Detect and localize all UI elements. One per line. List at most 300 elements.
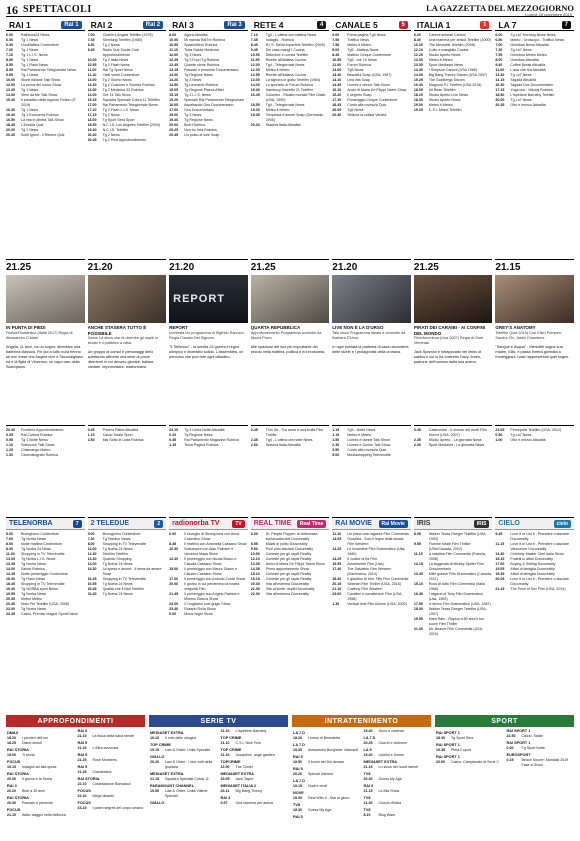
listing-title: Tg 2 Italia News — [102, 58, 129, 62]
listing-time: 13.35 — [413, 572, 423, 576]
channel-header — [6, 19, 85, 31]
listing-item — [364, 741, 431, 746]
listing-title: Sottosopra con Alan Palmieri e Veronica Maya Show — [184, 547, 234, 556]
listing-time: 18.30 — [413, 98, 423, 102]
listing-time: 14.50 — [169, 83, 179, 87]
listing-time: 15.25 — [87, 98, 97, 102]
listing-time: 10.55 — [87, 63, 97, 67]
listing-item — [221, 753, 288, 758]
feature-photo — [495, 275, 574, 323]
listing-item — [364, 789, 431, 794]
listing-item — [436, 748, 503, 753]
listing-title: Un piano una ragazza Film Commedia — [347, 532, 409, 536]
feature-time: 21.20 — [332, 262, 358, 273]
listing-title: I pionieri dell'oro — [22, 736, 49, 740]
channel-listing — [251, 31, 330, 128]
listing-title: Prima pagina Tg5 News — [347, 33, 386, 37]
listing-title: Tg La7 News — [510, 48, 532, 52]
listing-item — [364, 729, 431, 734]
listing-item — [436, 736, 503, 741]
listing-item — [332, 592, 411, 602]
listing-time: 1.15 — [87, 433, 95, 437]
listing-time: 6.00 — [6, 33, 13, 37]
listing-item — [414, 542, 493, 552]
feature-photo — [414, 275, 493, 323]
listing-title: Lo show dei nuovi talenti — [378, 765, 418, 769]
listing-title: Charlie's Angels Telefilm (1976) — [102, 33, 153, 37]
channel-header — [414, 517, 493, 530]
listing-title: Spaziolibero Rubrica — [184, 43, 218, 47]
listing-time: 15.10 — [250, 572, 260, 576]
listing-title: UnoMattina Contenitore — [21, 43, 59, 47]
listing-item — [221, 741, 288, 746]
listing-item — [414, 627, 493, 637]
listing-time: 13.30 — [87, 83, 97, 87]
feature-subtitle: Fiction/Romantico (Italia 2017) Regia di Alessandro D'Alatri — [6, 330, 73, 340]
feature-description: Angela, 11 anni, ha un sogno: diventare una ballerina classica. Fin qui a tutto nulla rienno se non fosse che Angela vive a Secondigliano ed è la figlia di Vincenzo, un capo clan della Scampiano. — [6, 344, 84, 369]
listing-item — [6, 453, 85, 458]
listing-title: Blog Wars — [378, 813, 395, 817]
channel-name: 2 TELEDUE — [90, 520, 130, 527]
listing-item — [7, 741, 74, 746]
listing-time: 21.30 — [363, 801, 373, 805]
listing-title: Sport Mediaset News — [428, 63, 463, 67]
listing-time: 22.10 — [77, 794, 87, 798]
listing-title: Otto e mezzo Attualità — [510, 103, 546, 107]
listing-title: Conto alla rovescia Quiz — [347, 448, 387, 452]
listing-title: Affari di famiglia Docureality — [510, 567, 555, 571]
listing-title: Tg4 - L'ultima ora mattina News — [265, 33, 317, 37]
feature-subtitle: Inchiesta Un programma di Sigfrido Ranucci. Regia Claudio Del Signore. — [169, 330, 245, 340]
feature-description: Un gruppo di comici e personaggi dello spettacolo affronta una serie di prove divertenti in cui devono giocare, ballare, cantare, improvvisare, trasformarsi. — [87, 350, 155, 369]
listing-time: 3.50 — [332, 448, 340, 452]
listing-time: 13.35 — [6, 562, 15, 566]
section-channel-label: RAI SPORT 1 — [436, 731, 460, 735]
listing-time: 7.00 — [87, 33, 95, 37]
listing-item — [169, 582, 248, 592]
section-channel-label: RAI 5 — [293, 755, 303, 759]
feature-time: 21.20 — [87, 262, 113, 273]
channel-name: ITALIA 1 — [416, 19, 451, 30]
channel-listing — [414, 530, 493, 637]
listing-time: 20.00 — [332, 108, 342, 112]
listing-title: Tg5 - ore 10 News — [347, 58, 377, 62]
listing-title: Vita all'estrema Docureality — [265, 592, 310, 596]
listing-title: Ci vogliamo così grigio Show — [184, 602, 231, 606]
listing-time: 7.45 — [87, 38, 95, 42]
listing-title: Tg 1 News — [21, 128, 39, 132]
listing-time: 14.20 — [169, 78, 179, 82]
listing-time: 7.00 — [6, 537, 13, 541]
listing-title: Fumme totale Film Thriller (USA/Canada, 2002) — [428, 542, 471, 551]
listing-time: 13.30 — [87, 557, 97, 561]
listing-item — [7, 753, 74, 758]
feature-photo — [251, 275, 330, 323]
prime-time-features — [6, 256, 574, 423]
listing-item — [495, 532, 574, 542]
listing-item — [78, 770, 145, 775]
page-number: 16 — [6, 3, 18, 17]
listing-time: 19.55 — [150, 789, 159, 793]
listing-title: Ti storia — [22, 753, 35, 757]
listing-title: Squadra Speciale Cobra 11 — [165, 777, 209, 781]
listing-title: Uomini e Donne Talk Show — [347, 443, 391, 447]
listing-title: Rai Parlamento Telegiornale News — [21, 68, 77, 72]
listing-title: The Closer — [235, 765, 254, 769]
listing-time: 14.10 — [332, 78, 342, 82]
listing-title: I fatti vostri Contenitore — [102, 73, 140, 77]
listing-title: Il boom del Dio denaro — [308, 760, 345, 764]
listing-title: I Simpson Cartoni (USA 1989) — [428, 68, 477, 72]
listing-title: Blob a 30 anni — [22, 789, 45, 793]
listing-time: 5.00 — [332, 453, 340, 457]
listing-time: 19.00 — [7, 753, 16, 757]
listing-time: 11.10 — [169, 48, 178, 52]
listing-item — [332, 453, 411, 458]
section-channel-label: RAI SPORT 1 — [506, 729, 531, 733]
listing-time: 22.30 — [87, 592, 97, 596]
listing-title: L'Altra avvocata — [92, 746, 118, 750]
listing-time: 23.30 — [6, 428, 15, 432]
listing-title: Chiamango Meteo — [21, 448, 51, 452]
listing-time: 16.40 — [6, 113, 15, 117]
channel-column — [6, 517, 85, 712]
late-column — [414, 425, 493, 515]
listing-item — [7, 789, 74, 794]
section-channel-label: TOP CRIME — [150, 743, 171, 747]
listing-title: Tg 3 News — [184, 53, 202, 57]
listing-title: Clandestino — [92, 770, 112, 774]
section-channel-label: RAI 5 — [363, 784, 374, 788]
feature-subtitle: Talk show Programma ideato e condotto da Barbara D'Urso. — [332, 330, 406, 340]
listing-title: N.C.I.S. Telefilm — [102, 128, 129, 132]
listing-time: 13.00 — [87, 78, 97, 82]
listing-time: 7.00 — [6, 48, 13, 52]
listing-title: Tg Regione News — [184, 73, 213, 77]
listing-title: Mai Sotto le Lista Rubrica — [102, 438, 144, 442]
listing-time: 21.10 — [220, 729, 230, 733]
listing-title: Vita all'estrema Docureality — [265, 582, 310, 586]
listing-time: 8.05 — [413, 532, 421, 536]
listing-title: Geo Documentario — [184, 108, 215, 112]
listing-time: 23.05 — [220, 777, 230, 781]
listing-title: Pomeriggio Cinque Contenitore — [347, 98, 398, 102]
listing-title: Telefilm Telefilm — [102, 552, 128, 556]
late-column — [6, 425, 85, 515]
listing-title: Walker Texas Ranger Telefilm (USA, 1997) — [428, 607, 487, 616]
listing-item — [7, 801, 74, 806]
listing-title: Tg4 - Telegiornale News — [265, 63, 305, 67]
listing-title: Law & Order: Unità Vittime Speciali — [165, 789, 208, 798]
feature-title: IN PUNTA DI PIEDI — [6, 325, 46, 330]
listing-title: Tg5 News — [347, 68, 364, 72]
listing-time: 13.00 — [332, 68, 342, 72]
listing-title: Big Bang Theory — [235, 789, 263, 793]
feature-card — [414, 256, 493, 423]
listing-item — [414, 562, 493, 572]
listing-item — [221, 777, 288, 782]
listing-time: 20.15 — [332, 582, 342, 586]
listing-time: 10.55 — [169, 43, 179, 47]
channel-logo-icon: Rai 2 — [143, 21, 163, 29]
listing-time: 20.00 — [169, 582, 179, 586]
listing-time: 19.50 — [293, 760, 302, 764]
listing-time: 13.35 — [250, 562, 260, 566]
listing-time: 23.45 — [6, 612, 15, 616]
channel-header — [251, 517, 330, 530]
listing-title: Diario dovuti — [22, 741, 42, 745]
late-listing — [251, 426, 330, 448]
listing-title: Tg Norba L.I.S. News — [21, 557, 56, 561]
listing-title: Tg 3 News — [184, 113, 202, 117]
themed-section — [292, 715, 431, 840]
listing-time: 16.05 — [169, 103, 179, 107]
listing-time: 9.55 — [6, 73, 13, 77]
channel-listing — [414, 31, 493, 113]
listing-time: 7.55 — [495, 53, 503, 57]
section-header: SPORT — [435, 715, 574, 727]
listing-title: Shrinking Telefilm (1980) — [102, 38, 143, 42]
listing-title: Forum Rubrica — [347, 63, 372, 67]
listing-time: 0.55 — [6, 438, 13, 442]
listing-time: 1.00 — [495, 438, 503, 442]
listing-title: Beautiful Soap (USA, 1987) — [347, 73, 392, 77]
listing-title: N.C.I.S. Los Angeles Telefilm (2009) — [102, 123, 161, 127]
feature-subtitle: Game La show che fa divertire gli ospiti in studio e il pubblico a casa. — [87, 336, 158, 345]
listing-item — [251, 123, 330, 128]
listing-time: 15.25 — [413, 78, 423, 82]
listing-title: L'Eredità Quiz — [21, 123, 44, 127]
listing-time: 16.30 — [495, 83, 505, 87]
channel-logo-icon: 1 — [480, 21, 489, 29]
listing-title: Costellazione Bortolacci — [92, 782, 131, 786]
listing-time: 20.35 — [6, 602, 15, 606]
section-listing — [435, 727, 574, 770]
listing-title: Conto alla rovescia Quiz — [347, 103, 387, 107]
listing-time: 20.25 — [169, 128, 179, 132]
listing-title: Tg La7 News — [510, 433, 532, 437]
listing-title: Ore 14 Talk Show — [102, 93, 131, 97]
listing-time: 20.45 — [87, 587, 97, 591]
listing-time: 19.40 — [363, 729, 373, 733]
listing-item — [332, 547, 411, 557]
issue-date: Lunedì 25 novembre 2019 — [525, 12, 572, 17]
listing-time: 8.30 — [6, 547, 13, 551]
listing-time: 7.00 — [495, 43, 503, 47]
listing-title: Il pomeriggio con Angelo Patrizia e Mimmo Deluca Show — [184, 592, 240, 601]
listing-item — [150, 760, 217, 770]
listing-title: Quando Shopping — [102, 557, 132, 561]
listing-time: 9.40 — [495, 63, 503, 67]
listing-title: Tg Norba 24 News — [102, 582, 133, 586]
feature-title: ANCHE STASERA TUTTO È POSSIBILE — [87, 325, 147, 336]
feature-photo — [169, 275, 248, 323]
listing-item — [293, 808, 360, 813]
listing-time: 12.00 — [250, 63, 260, 67]
listing-title: C.S.I. Miami Telefilm — [428, 108, 462, 112]
listing-title: Tg5 News — [347, 108, 364, 112]
listing-time: 15.05 — [169, 88, 179, 92]
listing-time: 7.30 — [87, 537, 95, 541]
listing-title: Shopping in TV Televendite — [21, 582, 65, 586]
listing-item — [6, 98, 85, 108]
listing-title: Shopping in TV Televendite — [102, 542, 147, 546]
channel-name: IRIS — [416, 520, 431, 527]
section-channel-label: RAI 5 — [77, 741, 88, 745]
channel-name: LA 7 — [498, 19, 517, 30]
listing-title: Tagadà Doc Documentario — [510, 83, 553, 87]
listing-title: Omnibus Meteo Meteo — [510, 53, 547, 57]
channel-column — [169, 19, 248, 254]
listing-title: L'ispettore Barnaby Telefilm — [510, 93, 555, 97]
listing-title: Music Night Show — [184, 612, 213, 616]
listing-time: 12.55 — [250, 73, 260, 77]
listing-item — [251, 113, 330, 123]
channel-column — [414, 517, 493, 712]
listing-time: 2.50 — [87, 438, 95, 442]
section-channel-label: FOCUS — [77, 789, 91, 793]
listing-item — [364, 801, 431, 806]
listing-title: Tg Norba News — [21, 607, 46, 611]
listing-title: Alessandro Borghese: ristoranti — [308, 748, 359, 752]
listing-title: La leggenda di Mickey Spider Film Documentario — [428, 562, 484, 571]
listing-time: 7.55 — [332, 38, 340, 42]
listing-title: Tg 2 Flash News — [102, 63, 130, 67]
listing-title: Studio Aperto Live News — [428, 93, 468, 97]
listing-title: Indagini - Rubrica — [265, 38, 294, 42]
listing-title: Soliti Ignoti - Il Ritorno Quiz — [21, 133, 65, 137]
listing-time: 6.50 — [495, 38, 503, 42]
listing-title: La prova del cuoco Show — [21, 83, 62, 87]
listing-title: Notte pomeriggio Contenitore — [21, 572, 68, 576]
listing-title: Amici di Maria De Filippi Talent Show — [347, 88, 407, 92]
listing-title: Cortesie per gli ospiti Reality — [265, 552, 312, 556]
section-channel-label: FOCUS — [77, 801, 91, 805]
listing-time: 15.20 — [169, 98, 179, 102]
listing-time: 14.00 — [6, 93, 15, 97]
listing-time: 2.35 — [250, 438, 258, 442]
listing-item — [414, 108, 493, 113]
listing-title: Love it or List it - Prendere o lasciare Docureality — [510, 577, 569, 586]
newspaper-title: LA GAZZETTA DEL MEZZOGIORNO — [426, 3, 574, 13]
listing-time: 15.40 — [6, 98, 15, 102]
section-channel-label: TV8 — [293, 803, 300, 807]
listing-time: 20.30 — [250, 123, 260, 127]
listing-title: Tg Leonardo Rubrica — [184, 83, 218, 87]
section-channel-label: RAI 5 — [77, 765, 88, 769]
listing-item — [169, 567, 248, 577]
feature-card — [251, 256, 330, 423]
section-channel-label: RAI STORIA — [77, 777, 100, 781]
listing-time: 16.55 — [87, 582, 97, 586]
listing-title: Mi manda RaiTre Rubrica — [184, 38, 225, 42]
listing-title: Otto e mezzo Attualità — [510, 438, 546, 442]
channel-logo-icon: 7 — [562, 21, 571, 29]
section-header: APPROFONDIMENTI — [6, 715, 145, 727]
listing-title: Siberian Film Thriller (USA, 2016) — [347, 582, 401, 586]
listing-title: Sottovoce Talk Show — [21, 443, 55, 447]
channel-name: REAL TIME — [253, 520, 292, 527]
listing-title: Tg Sport Sera Sport — [102, 118, 135, 122]
listing-time: 13.15 — [413, 562, 423, 566]
listing-time: 1.15 — [169, 443, 177, 447]
listing-item — [6, 133, 85, 138]
listing-title: Tg4 - L'ultima ora notte News — [265, 438, 313, 442]
listing-title: Detective in corsia Telefilm — [265, 53, 309, 57]
channel-column — [169, 517, 248, 712]
listing-item — [332, 567, 411, 577]
listing-time: 7.30 — [495, 48, 503, 52]
listing-title: Tg 2 Post Approfondimento — [102, 138, 147, 142]
listing-title: Sei casa mangi? Cucina — [265, 48, 305, 52]
listing-time: 11.00 — [332, 63, 342, 67]
listing-time: 23.10 — [169, 428, 179, 432]
listing-title: Tg Norba 24 News — [21, 547, 51, 551]
listing-time: 20.35 — [495, 103, 505, 107]
late-column — [251, 425, 330, 515]
listing-title: Special Interest — [308, 772, 333, 776]
listing-time: 8.55 — [6, 63, 13, 67]
listing-item — [495, 438, 574, 443]
listing-time: 8.30 — [87, 43, 95, 47]
listing-title: Calcio: Totale — [521, 734, 544, 738]
listing-time: 7.10 — [6, 53, 13, 57]
listing-time: 8.45 — [169, 542, 177, 546]
feature-title: PIRATI DEI CARAIBI - AI CONFINI DEL MONDO — [413, 325, 486, 336]
feature-title: LIVE NON È LA D'URSO — [332, 325, 384, 330]
channel-name: RAI 3 — [172, 19, 194, 30]
listing-title: Una vita Soap — [347, 78, 370, 82]
listing-title: L'ispettore Barnaby — [235, 729, 267, 733]
listing-time: 18.00 — [413, 607, 423, 611]
themed-section — [435, 715, 574, 840]
channel-header — [6, 517, 85, 530]
listing-title: Sport Mediaset - La giornata News — [428, 443, 485, 447]
channel-listing — [332, 530, 411, 607]
divider — [414, 259, 493, 260]
listing-title: Tg 1 News — [21, 88, 39, 92]
late-column — [88, 425, 167, 515]
listing-item — [251, 592, 330, 597]
listing-title: Meteo.it Meteo — [347, 43, 372, 47]
channel-header — [332, 19, 411, 31]
listing-time: 18.45 — [332, 103, 342, 107]
listing-time: 8.00 — [332, 48, 340, 52]
listing-time: 9.45 — [250, 48, 258, 52]
listing-time: 8.45 — [250, 43, 258, 47]
listing-title: Calcio, Premier league Sport/Calcio — [21, 612, 78, 616]
listing-time: 11.55 — [250, 58, 260, 62]
listing-time: 6.30 — [6, 38, 13, 42]
listing-time: 6.00 — [250, 532, 258, 536]
section-channel-label: TOP CRIME — [220, 748, 242, 752]
listing-time: 13.05 — [413, 63, 423, 67]
listing-time: 19.00 — [413, 103, 423, 107]
late-column — [169, 425, 248, 515]
listing-time: 13.00 — [250, 78, 260, 82]
listing-time: 1.15 — [332, 428, 340, 432]
listing-title: Rai Cultura Rubrica — [21, 433, 53, 437]
listing-time: 14.05 — [413, 73, 423, 77]
feature-card — [169, 256, 248, 423]
listing-time: 15.15 — [495, 557, 505, 561]
feature-time: 21.25 — [250, 262, 276, 273]
listing-time: 19.15 — [7, 765, 16, 769]
listing-title: Tg 2 Flash L.I.S. News — [102, 108, 139, 112]
listing-title: Tg La7 Morning News News — [510, 33, 556, 37]
listing-title: Quante storie Rubrica — [184, 63, 220, 67]
listing-title: Studio Aperto - La giornata News — [428, 438, 482, 442]
